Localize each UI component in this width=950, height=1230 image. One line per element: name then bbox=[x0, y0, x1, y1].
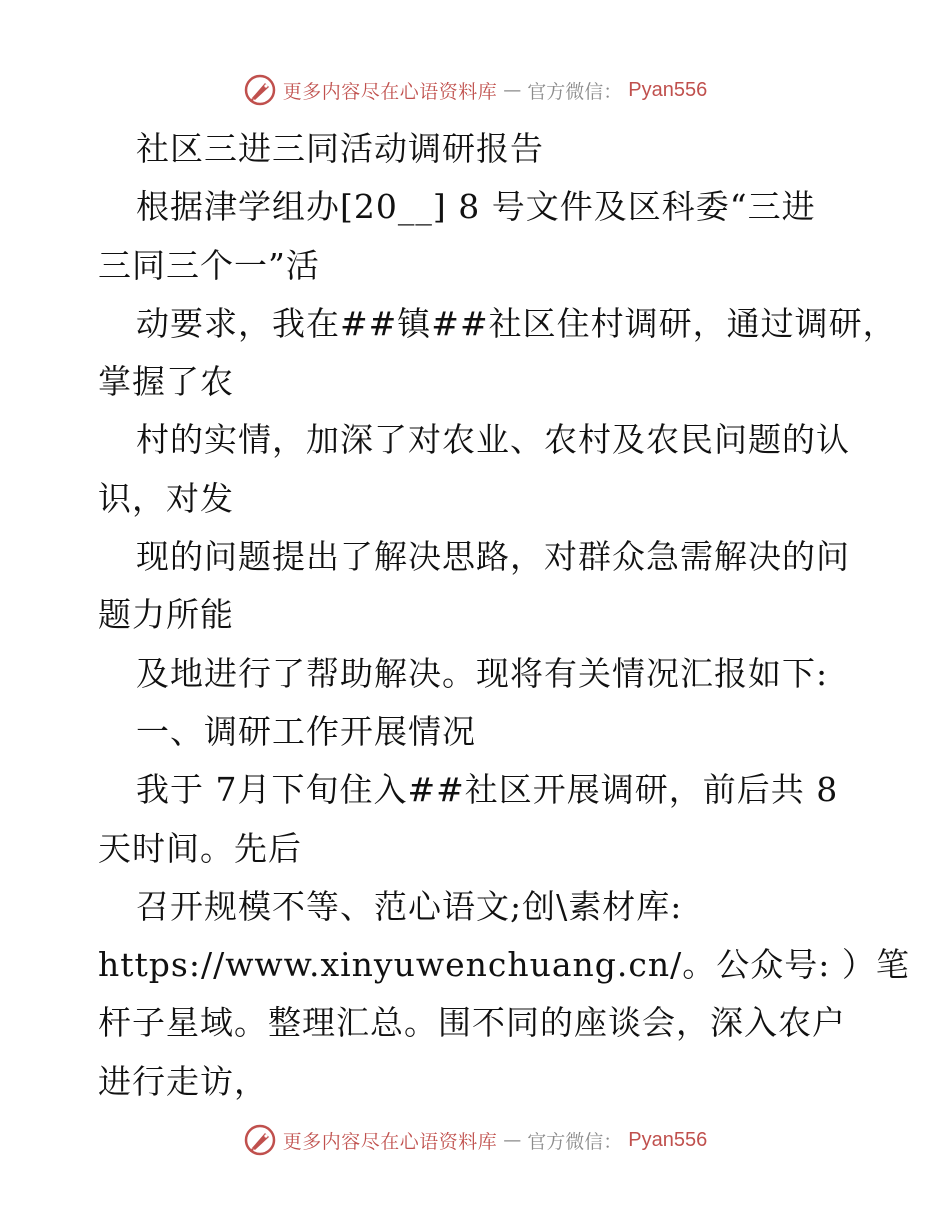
paragraph-line: 题力所能 bbox=[98, 595, 234, 635]
document-body bbox=[98, 120, 910, 1111]
paragraph-line: 及地进行了帮助解决。现将有关情况汇报如下: bbox=[136, 653, 829, 693]
paragraph-line: 进行走访， bbox=[98, 1061, 268, 1101]
pen-nib-logo-icon bbox=[243, 1123, 277, 1157]
paragraph-line: 召开规模不等、范心语文;创\素材库: bbox=[136, 886, 683, 926]
paragraph-line-url: https://www.xinyuwenchuang.cn/。公众号: ）笔 bbox=[98, 945, 910, 985]
paragraph-line: 三同三个一”活 bbox=[98, 245, 320, 285]
paragraph-line: 村的实情，加深了对农业、农村及农民问题的认 bbox=[136, 420, 850, 460]
paragraph-line: 根据津学组办[20__] 8 号文件及区科委“三进 bbox=[136, 187, 816, 227]
paragraph-line: 识，对发 bbox=[98, 478, 234, 518]
banner-wechat-handle: Pyan556 bbox=[628, 78, 708, 101]
banner-wechat-handle: Pyan556 bbox=[628, 1128, 708, 1151]
banner-contact-label: 官方微信： bbox=[527, 80, 623, 103]
section-heading: 一、调研工作开展情况 bbox=[136, 711, 476, 751]
banner-contact-label: 官方微信： bbox=[527, 1130, 623, 1153]
paragraph-line: 我于 7月下旬住入##社区开展调研，前后共 8 bbox=[136, 770, 839, 810]
banner-text: 更多内容尽在心语资料库 bbox=[282, 80, 498, 103]
paragraph-line: 现的问题提出了解决思路，对群众急需解决的问 bbox=[136, 537, 850, 577]
paragraph-line: 天时间。先后 bbox=[98, 828, 302, 868]
paragraph-line: 掌握了农 bbox=[98, 362, 234, 402]
banner-text: 更多内容尽在心语资料库 bbox=[282, 1130, 498, 1153]
paragraph-line: 杆子星域。整理汇总。围不同的座谈会，深入农户 bbox=[98, 1003, 846, 1043]
paragraph-line: 动要求，我在##镇##社区住村调研，通过调研， bbox=[136, 303, 897, 343]
header-banner bbox=[0, 70, 950, 110]
banner-dash: — bbox=[503, 1129, 522, 1151]
document-title: 社区三进三同活动调研报告 bbox=[136, 129, 544, 168]
banner-dash: — bbox=[503, 79, 522, 101]
footer-banner bbox=[0, 1120, 950, 1160]
pen-nib-logo-icon bbox=[243, 73, 277, 107]
